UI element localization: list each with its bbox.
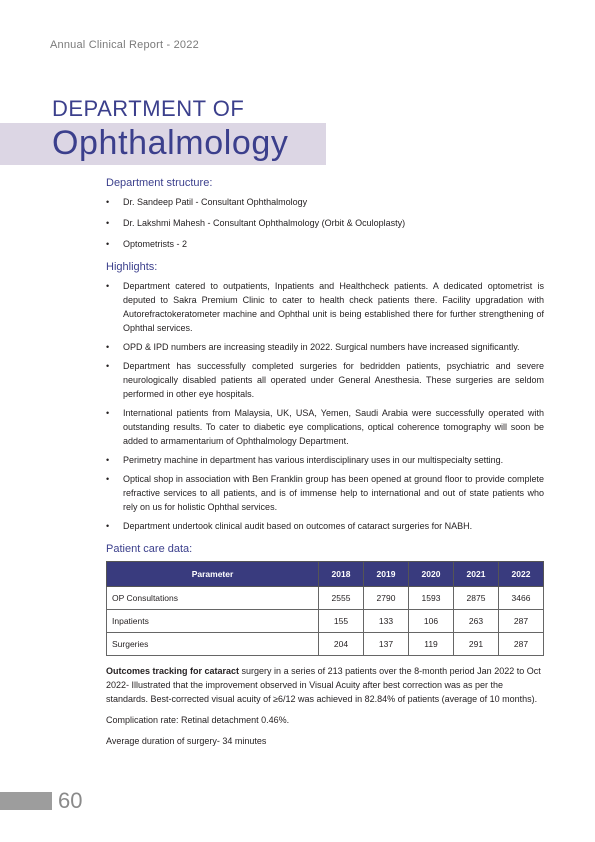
table-cell: 2875 (454, 587, 499, 610)
outcomes-paragraph (106, 664, 544, 706)
table-cell: 204 (319, 633, 364, 656)
structure-list (106, 195, 544, 251)
column-header: 2020 (409, 562, 454, 587)
page-number: 60 (58, 788, 83, 813)
outcomes-text: surgery in a series of 213 patients over the 8-month period Jan 2022 to Oct 2022- Illustrated that the improvement observed in Visual Acuity after best correction was as per the standards. Best-corrected visual acuity of ≥6/12 was achieved in 82.84% of patients (average of 10 months). (106, 666, 541, 704)
list-item: • Dr. Lakshmi Mahesh - Consultant Ophthalmology (Orbit & Oculoplasty) (106, 216, 544, 230)
structure-heading: Department structure: (106, 177, 213, 189)
table-cell: 263 (454, 610, 499, 633)
column-header: 2021 (454, 562, 499, 587)
table-cell: 2555 (319, 587, 364, 610)
table-row (107, 633, 544, 656)
table-cell: Surgeries (107, 633, 319, 656)
department-name: Ophthalmology (52, 124, 289, 162)
table-cell: OP Consultations (107, 587, 319, 610)
column-header: 2019 (364, 562, 409, 587)
list-item: • Dr. Sandeep Patil - Consultant Ophthalmology (106, 195, 544, 209)
table-cell: Inpatients (107, 610, 319, 633)
table-cell: 106 (409, 610, 454, 633)
surgery-duration: Average duration of surgery- 34 minutes (106, 736, 267, 746)
outcomes-lead: Outcomes tracking for cataract (106, 666, 240, 676)
list-item: • Optical shop in association with Ben Franklin group has been opened at ground floor to provide complete refractive services to all patients, and is of immense help to international and out of state patients who rely on us for holistic Ophthal services. (106, 472, 544, 514)
list-item: • Optometrists - 2 (106, 237, 544, 251)
list-item: • Department undertook clinical audit based on outcomes of cataract surgeries for NABH. (106, 519, 544, 533)
highlights-list (106, 279, 544, 533)
list-item: • Department catered to outpatients, Inpatients and Healthcheck patients. A dedicated optometrist is deputed to Sakra Premium Clinic to cater to health check patients there. Facility upgradation with Autorefractokeratometer machine and Ophthal unit is being established there for further strengthening of Ophthal services. (106, 279, 544, 335)
main-content (106, 177, 544, 755)
table-row (107, 587, 544, 610)
table-cell: 3466 (499, 587, 544, 610)
column-header: 2022 (499, 562, 544, 587)
running-header: Annual Clinical Report - 2022 (50, 39, 199, 51)
table-cell: 287 (499, 633, 544, 656)
list-item: • International patients from Malaysia, UK, USA, Yemen, Saudi Arabia were successfully operated with outstanding results. To cater to diabetic eye complications, optical coherence tomography will soon be added to armamentarium of Ophthalmology Department. (106, 406, 544, 448)
patient-care-table (106, 561, 544, 656)
column-header: 2018 (319, 562, 364, 587)
patient-care-heading: Patient care data: (106, 543, 193, 555)
table-row (107, 610, 544, 633)
highlights-heading: Highlights: (106, 261, 158, 273)
table-cell: 287 (499, 610, 544, 633)
table-cell: 137 (364, 633, 409, 656)
complication-rate: Complication rate: Retinal detachment 0.46%. (106, 715, 290, 725)
table-cell: 119 (409, 633, 454, 656)
table-cell: 291 (454, 633, 499, 656)
page-number-bar (0, 792, 52, 810)
table-header-row (107, 562, 544, 587)
list-item: • Perimetry machine in department has various interdisciplinary uses in our multispecialty setting. (106, 453, 544, 467)
table-cell: 155 (319, 610, 364, 633)
list-item: • Department has successfully completed surgeries for bedridden patients, psychiatric and severe neurologically disabled patients all operated under General Anesthesia. These surgeries are seldom performed in other eye hospitals. (106, 359, 544, 401)
list-item: • OPD & IPD numbers are increasing steadily in 2022. Surgical numbers have increased significantly. (106, 340, 544, 354)
column-header: Parameter (107, 562, 319, 587)
table-cell: 133 (364, 610, 409, 633)
table-cell: 1593 (409, 587, 454, 610)
department-label: DEPARTMENT OF (52, 96, 245, 121)
table-cell: 2790 (364, 587, 409, 610)
